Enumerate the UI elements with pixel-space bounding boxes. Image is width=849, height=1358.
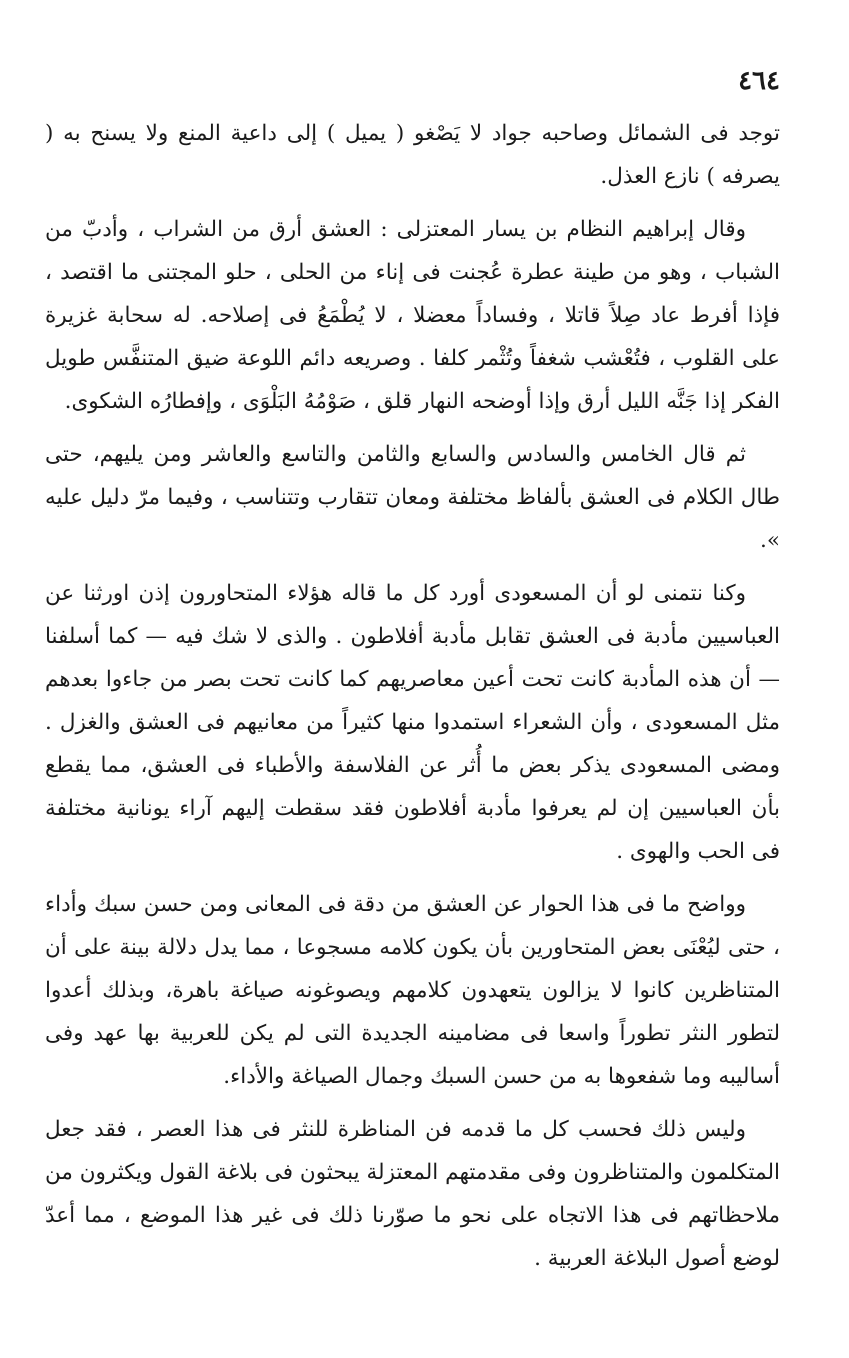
- page-number: ٤٦٤: [738, 66, 780, 96]
- paragraph-2: وقال إبراهيم النظام بن يسار المعتزلى : العشق أرق من الشراب ، وأدبّ من الشباب ، وهو من طينة عطرة عُجنت فى إناء من الحلى ، حلو المجتنى ما اقتصد ، فإذا أفرط عاد صِلاً قاتلا ، وفساداً معضلا ، لا يُطْمَعُ فى إصلاحه. له سحابة غزيرة على القلوب ، فتُعْشب شغفاً وتُثْمر كلفا . وصريعه دائم اللوعة ضيق المتنفَّس طويل الفكر إذا جَنَّه الليل أرق وإذا أوضحه النهار قلق ، صَوْمُهُ البَلْوَى ، وإفطارُه الشكوى.: [45, 217, 780, 414]
- book-page: [45, 0, 780, 1358]
- page-body-text: [45, 112, 780, 1290]
- paragraph-5: وواضح ما فى هذا الحوار عن العشق من دقة فى المعانى ومن حسن سبك وأداء ، حتى ليُعْنَى بعض المتحاورين بأن يكون كلامه مسجوعا ، مما يدل دلالة بينة على أن المتناظرين كانوا لا يزالون يتعهدون كلامهم ويصوغونه صياغة باهرة، وبذلك أعدوا لتطور النثر تطوراً واسعا فى مضامينه الجديدة التى لم يكن للعربية بها عهد وفى أساليبه وما شفعوها به من حسن السبك وجمال الصياغة والأداء.: [45, 892, 780, 1089]
- paragraph-1: توجد فى الشمائل وصاحبه جواد لا يَصْغو ( يميل ) إلى داعية المنع ولا يسنح به ( يصرفه ) نازع العذل.: [45, 121, 780, 189]
- paragraph-6: وليس ذلك فحسب كل ما قدمه فن المناظرة للنثر فى هذا العصر ، فقد جعل المتكلمون والمتناظرون وفى مقدمتهم المعتزلة يبحثون فى بلاغة القول ويكثرون من ملاحظاتهم فى هذا الاتجاه على نحو ما صوّرنا ذلك فى غير هذا الموضع ، مما أعدّ لوضع أصول البلاغة العربية .: [45, 1117, 780, 1271]
- paragraph-3: ثم قال الخامس والسادس والسابع والثامن والتاسع والعاشر ومن يليهم، حتى طال الكلام فى العشق بألفاظ مختلفة ومعان تتقارب وتتناسب ، وفيما مرّ دليل عليه ».: [45, 442, 780, 553]
- paragraph-4: وكنا نتمنى لو أن المسعودى أورد كل ما قاله هؤلاء المتحاورون إذن اورثنا عن العباسيين مأدبة فى العشق تقابل مأدبة أفلاطون . والذى لا شك فيه — كما أسلفنا — أن هذه المأدبة كانت تحت أعين معاصريهم كما كانت تحت بصر من جاءوا بعدهم مثل المسعودى ، وأن الشعراء استمدوا منها كثيراً من معانيهم فى العشق والغزل . ومضى المسعودى يذكر بعض ما أُثر عن الفلاسفة والأطباء فى العشق، مما يقطع بأن العباسيين إن لم يعرفوا مأدبة أفلاطون فقد سقطت إليهم آراء يونانية مختلفة فى الحب والهوى .: [45, 581, 780, 864]
